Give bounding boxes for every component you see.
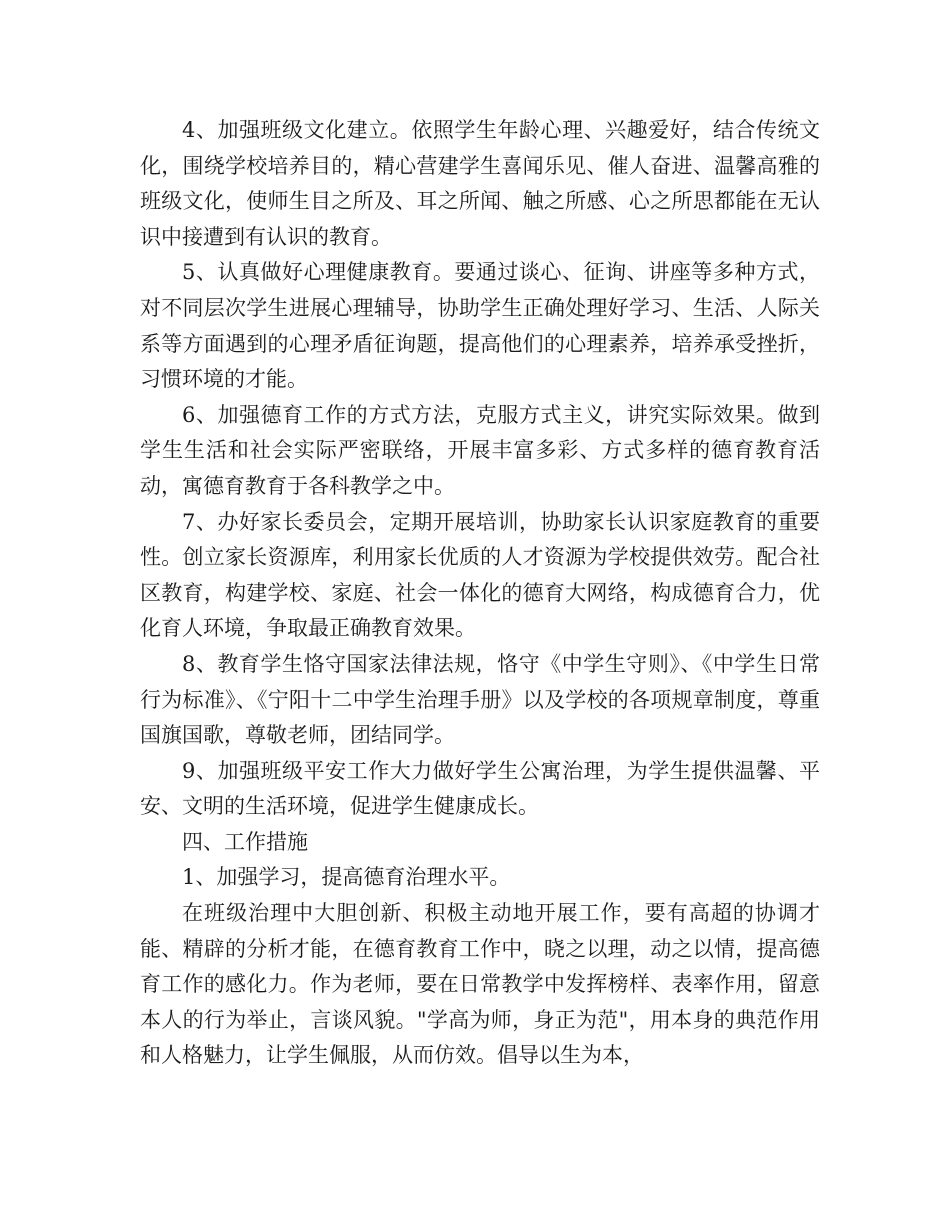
document-body [140, 113, 820, 1074]
section-heading-measures: 四、工作措施 [182, 829, 308, 854]
paragraph-laws-rules: 8、教育学生恪守国家法律法规，恪守《中学生守则》、《中学生日常行为标准》、《宁阳十二中学生治理手册》以及学校的各项规章制度，尊重国旗国歌，尊敬老师，团结同学。 [140, 651, 820, 748]
paragraph-mental-health: 5、认真做好心理健康教育。要通过谈心、征询、讲座等多种方式，对不同层次学生进展心理辅导，协助学生正确处理好学习、生活、人际关系等方面遇到的心理矛盾征询题，提高他们的心理素养，培养承受挫折，习惯环境的才能。 [140, 260, 820, 392]
paragraph-class-management: 在班级治理中大胆创新、积极主动地开展工作，要有高超的协调才能、精辟的分析才能，在德育教育工作中，晓之以理，动之以情，提高德育工作的感化力。作为老师，要在日常教学中发挥榜样、表率作用，留意本人的行为举止，言谈风貌。"学高为师，身正为范"，用本身的典范作用和人格魅力，让学生佩服，从而仿效。倡导以生为本， [140, 901, 820, 1068]
paragraph-parents-committee: 7、办好家长委员会，定期开展培训，协助家长认识家庭教育的重要性。创立家长资源库，利用家长优质的人才资源为学校提供效劳。配合社区教育，构建学校、家庭、社会一体化的德育大网络，构成德育合力，优化育人环境，争取最正确教育效果。 [140, 509, 820, 641]
subheading-strengthen-learning: 1、加强学习，提高德育治理水平。 [182, 865, 511, 890]
paragraph-moral-methods: 6、加强德育工作的方式方法，克服方式主义，讲究实际效果。做到学生生活和社会实际严密联络，开展丰富多彩、方式多样的德育教育活动，寓德育教育于各科教学之中。 [140, 402, 820, 498]
paragraph-class-culture: 4、加强班级文化建立。依照学生年龄心理、兴趣爱好，结合传统文化，围绕学校培养目的，精心营建学生喜闻乐见、催人奋进、温馨高雅的班级文化，使师生目之所及、耳之所闻、触之所感、心之所思都能在无认识中接遭到有认识的教育。 [140, 118, 820, 249]
paragraph-safety-work: 9、加强班级平安工作大力做好学生公寓治理，为学生提供温馨、平安、文明的生活环境，促进学生健康成长。 [140, 758, 820, 819]
